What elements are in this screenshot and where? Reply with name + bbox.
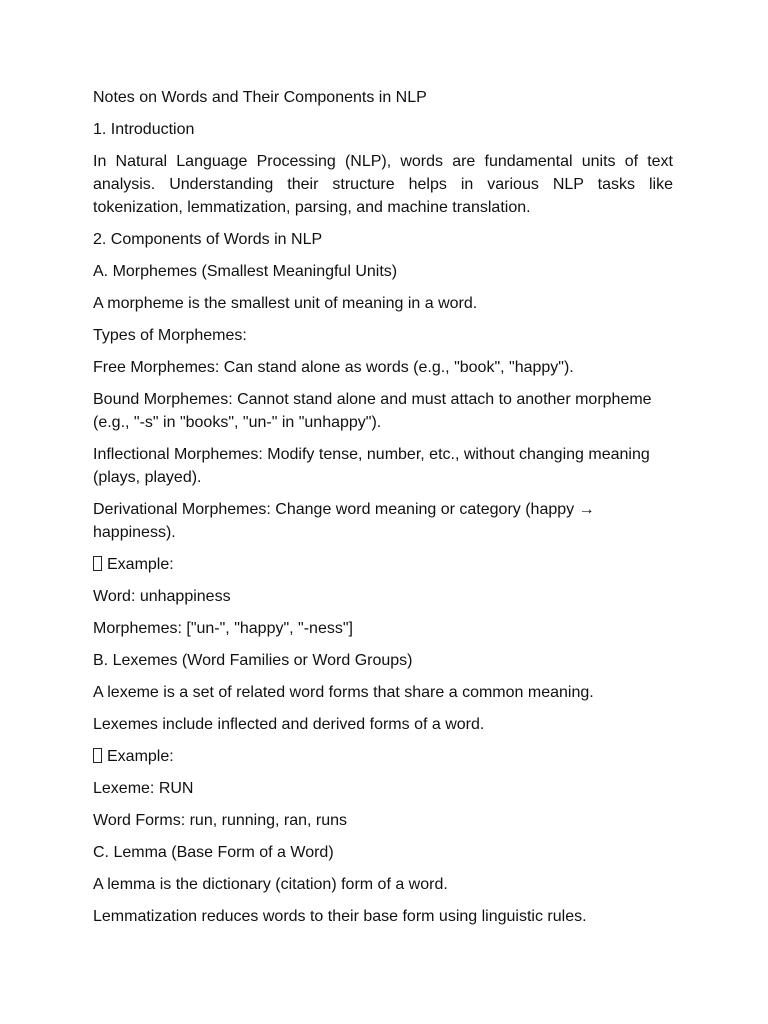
lexeme-example-label <box>93 745 673 768</box>
lemma-definition: A lemma is the dictionary (citation) form of a word. <box>93 876 448 893</box>
morpheme-example-label <box>93 553 673 576</box>
components-heading: 2. Components of Words in NLP <box>93 231 323 248</box>
document-title: Notes on Words and Their Components in NLP <box>93 89 427 106</box>
intro-paragraph: In Natural Language Processing (NLP), words are fundamental units of text analysis. Understanding their structure helps in various NLP tasks like tokenization, lemmatization, parsing, and machine translation. <box>93 153 673 216</box>
morphemes-heading: A. Morphemes (Smallest Meaningful Units) <box>93 263 398 280</box>
inflectional-morphemes-text: Inflectional Morphemes: Modify tense, number, etc., without changing meaning (plays, played). <box>93 446 650 486</box>
lexeme-definition: A lexeme is a set of related word forms that share a common meaning. <box>93 684 594 701</box>
morpheme-example-word: Word: unhappiness <box>93 588 231 605</box>
intro-heading: 1. Introduction <box>93 121 195 138</box>
lexeme-detail: Lexemes include inflected and derived forms of a word. <box>93 716 485 733</box>
missing-glyph-icon <box>93 556 102 571</box>
missing-glyph-icon <box>93 748 102 763</box>
document-page <box>93 86 673 937</box>
lexeme-example-forms: Word Forms: run, running, ran, runs <box>93 812 348 829</box>
morpheme-example-label-text: Example: <box>107 556 174 573</box>
free-morphemes-text: Free Morphemes: Can stand alone as words (e.g., "book", "happy"). <box>93 359 574 376</box>
lemma-detail: Lemmatization reduces words to their base form using linguistic rules. <box>93 908 587 925</box>
morpheme-example-morphemes: Morphemes: ["un-", "happy", "-ness"] <box>93 620 353 637</box>
lexeme-example-label-text: Example: <box>107 748 174 765</box>
lexemes-heading: B. Lexemes (Word Families or Word Groups) <box>93 652 413 669</box>
lemma-heading: C. Lemma (Base Form of a Word) <box>93 844 334 861</box>
morpheme-types-heading: Types of Morphemes: <box>93 327 247 344</box>
lexeme-example-lexeme: Lexeme: RUN <box>93 780 194 797</box>
morpheme-definition: A morpheme is the smallest unit of meaning in a word. <box>93 295 478 312</box>
derivational-morphemes-text: Derivational Morphemes: Change word meaning or category (happy → happiness). <box>93 501 595 541</box>
bound-morphemes-text: Bound Morphemes: Cannot stand alone and must attach to another morpheme (e.g., "-s" in "books", "un-" in "unhappy"). <box>93 391 652 431</box>
